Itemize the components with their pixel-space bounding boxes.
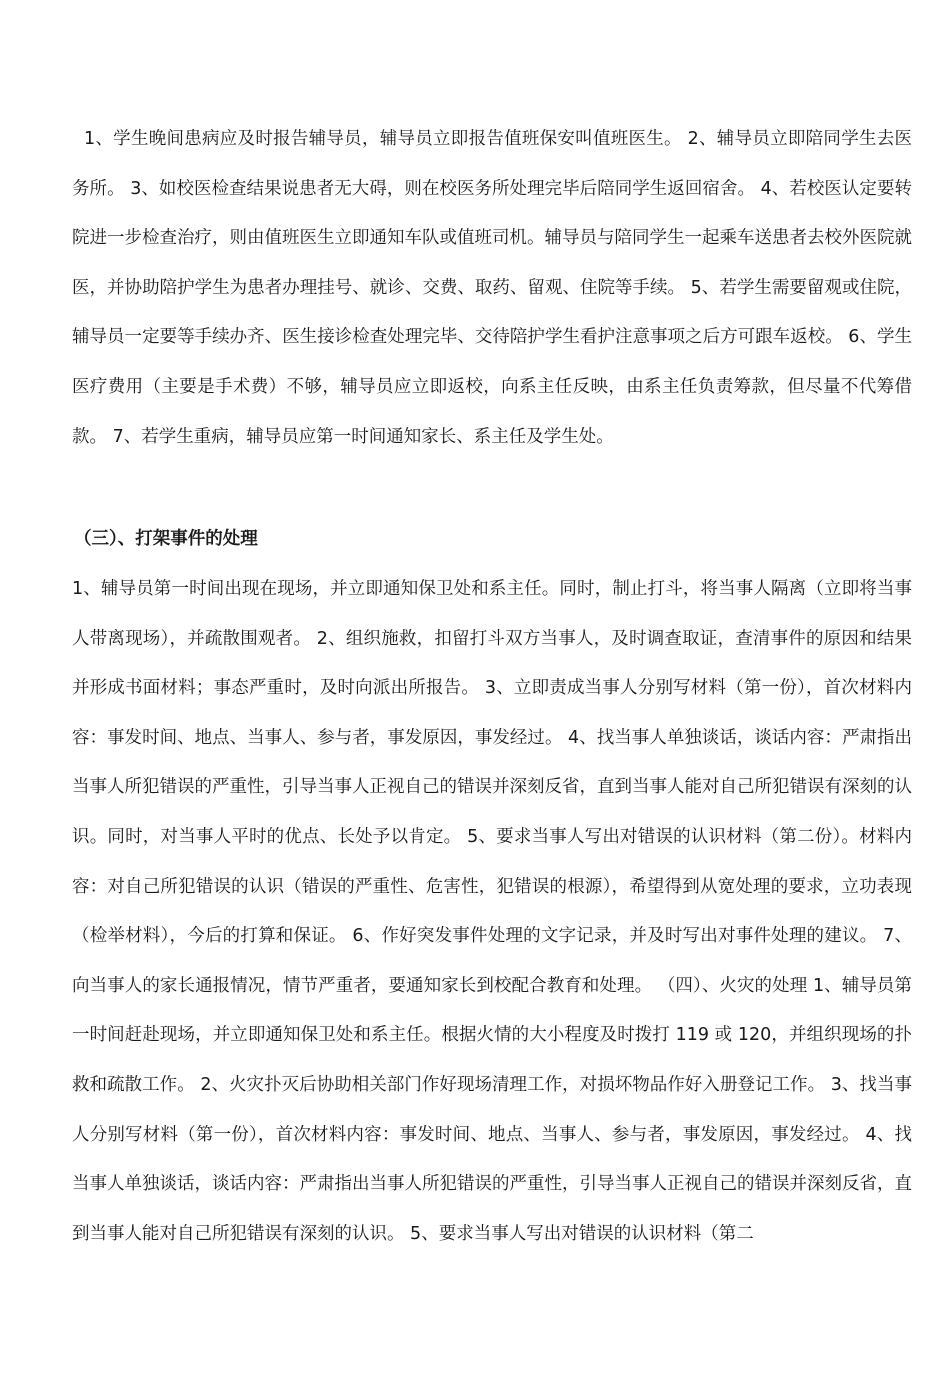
body-paragraph-illness-procedure: 1、学生晚间患病应及时报告辅导员，辅导员立即报告值班保安叫值班医生。 2、辅导员立即陪同学生去医务所。 3、如校医检查结果说患者无大碍，则在校医务所处理完毕后陪同学生返回宿舍。 4、若校医认定要转院进一步检查治疗，则由值班医生立即通知车队或值班司机。辅导员与陪同学生一起乘车送患者去校外医院就医，并协助陪护学生为患者办理挂号、就诊、交费、取药、留观、住院等手续。 5、若学生需要留观或住院，辅导员一定要等手续办齐、医生接诊检查处理完毕、交待陪护学生看护注意事项之后方可跟车返校。 6、学生医疗费用（主要是手术费）不够，辅导员应立即返校，向系主任反映，由系主任负责筹款，但尽量不代筹借款。 7、若学生重病，辅导员应第一时间通知家长、系主任及学生处。 [72, 129, 912, 447]
body-paragraph-fight-and-fire-procedure: 1、辅导员第一时间出现在现场，并立即通知保卫处和系主任。同时，制止打斗，将当事人隔离（立即将当事人带离现场），并疏散围观者。 2、组织施救，扣留打斗双方当事人，及时调查取证，查清事件的原因和结果并形成书面材料；事态严重时，及时向派出所报告。 3、立即责成当事人分别写材料（第一份），首次材料内容：事发时间、地点、当事人、参与者，事发原因，事发经过。 4、找当事人单独谈话，谈话内容：严肃指出当事人所犯错误的严重性，引导当事人正视自己的错误并深刻反省，直到当事人能对自己所犯错误有深刻的认识。同时，对当事人平时的优点、长处予以肯定。 5、要求当事人写出对错误的认识材料（第二份）。材料内容：对自己所犯错误的认识（错误的严重性、危害性，犯错误的根源），希望得到从宽处理的要求，立功表现（检举材料），今后的打算和保证。 6、作好突发事件处理的文字记录，并及时写出对事件处理的建议。 7、向当事人的家长通报情况，情节严重者，要通知家长到校配合教育和处理。 （四）、火灾的处理 1、辅导员第一时间赶赴现场，并立即通知保卫处和系主任。根据火情的大小程度及时拨打 119 或 120，并组织现场的扑救和疏散工作。 2、火灾扑灭后协助相关部门作好现场清理工作，对损坏物品作好入册登记工作。 3、找当事人分别写材料（第一份），首次材料内容：事发时间、地点、当事人、参与者，事发原因，事发经过。 4、找当事人单独谈话，谈话内容：严肃指出当事人所犯错误的严重性，引导当事人正视自己的错误并深刻反省，直到当事人能对自己所犯错误有深刻的认识。 5、要求当事人写出对错误的认识材料（第二 [72, 579, 912, 1244]
section-heading-fight-handling: （三）、打架事件的处理 [74, 529, 258, 549]
